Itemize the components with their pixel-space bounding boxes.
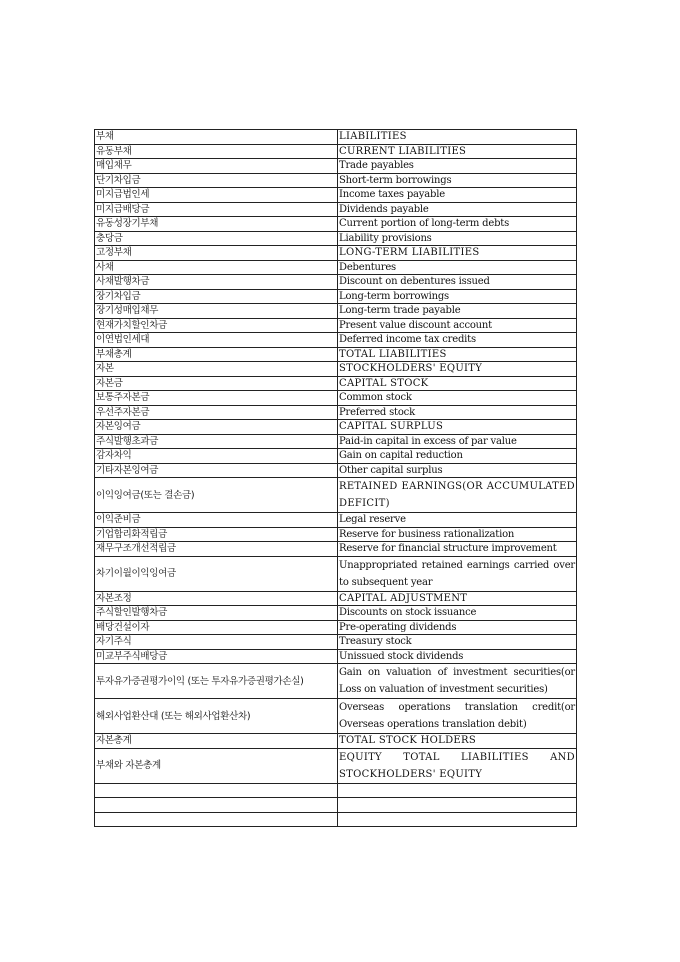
- table-row: [95, 606, 577, 621]
- korean-term-cell: 이익준비금: [95, 513, 338, 528]
- korean-term-cell: [95, 812, 338, 827]
- english-term-cell: Common stock: [338, 391, 577, 406]
- english-term-cell: Income taxes payable: [338, 188, 577, 203]
- table-row: [95, 217, 577, 232]
- blank-row: [95, 783, 577, 798]
- english-term-cell: TOTAL LIABILITIES: [338, 347, 577, 362]
- korean-term-cell: 미지급법인세: [95, 188, 338, 203]
- table-row: [95, 304, 577, 319]
- table-row: [95, 699, 577, 734]
- korean-term-cell: 미교부주식배당금: [95, 649, 338, 664]
- table-row: [95, 591, 577, 606]
- korean-term-cell: 유동부채: [95, 144, 338, 159]
- korean-term-cell: 재무구조개선적립금: [95, 542, 338, 557]
- korean-term-cell: 해외사업환산대 (또는 해외사업환산차): [95, 699, 338, 734]
- english-term-cell: CAPITAL STOCK: [338, 376, 577, 391]
- korean-term-cell: 자본잉여금: [95, 420, 338, 435]
- english-term-cell: Unappropriated retained earnings carried over to subsequent year: [338, 556, 577, 591]
- english-term-cell: Discount on debentures issued: [338, 275, 577, 290]
- table-row: [95, 542, 577, 557]
- english-term-cell: Gain on capital reduction: [338, 449, 577, 464]
- english-term-cell: Trade payables: [338, 159, 577, 174]
- table-row: [95, 620, 577, 635]
- english-term-cell: [338, 798, 577, 813]
- english-term-cell: STOCKHOLDERS' EQUITY: [338, 362, 577, 377]
- english-term-cell: CAPITAL SURPLUS: [338, 420, 577, 435]
- korean-term-cell: [95, 783, 338, 798]
- english-term-cell: Reserve for business rationalization: [338, 527, 577, 542]
- korean-term-cell: 장기차입금: [95, 289, 338, 304]
- table-row: [95, 333, 577, 348]
- table-row: [95, 556, 577, 591]
- korean-term-cell: 우선주자본금: [95, 405, 338, 420]
- english-term-cell: Deferred income tax credits: [338, 333, 577, 348]
- korean-term-cell: 단기차입금: [95, 173, 338, 188]
- english-term-cell: Liability provisions: [338, 231, 577, 246]
- korean-term-cell: 기업합리화적립금: [95, 527, 338, 542]
- korean-term-cell: 부채: [95, 130, 338, 145]
- glossary-sheet: [94, 129, 577, 827]
- korean-term-cell: 이연법인세대: [95, 333, 338, 348]
- english-term-cell: Overseas operations translation credit(or Overseas operations translation debit): [338, 699, 577, 734]
- korean-term-cell: 자본조정: [95, 591, 338, 606]
- english-term-cell: EQUITY TOTAL LIABILITIES AND STOCKHOLDERS' EQUITY: [338, 748, 577, 783]
- korean-term-cell: 자본총계: [95, 734, 338, 749]
- korean-term-cell: 자본금: [95, 376, 338, 391]
- english-term-cell: [338, 783, 577, 798]
- table-row: [95, 391, 577, 406]
- korean-term-cell: 주식할인발행차금: [95, 606, 338, 621]
- table-row: [95, 231, 577, 246]
- english-term-cell: Reserve for financial structure improvement: [338, 542, 577, 557]
- korean-term-cell: 배당건설이자: [95, 620, 338, 635]
- english-term-cell: CURRENT LIABILITIES: [338, 144, 577, 159]
- english-term-cell: Other capital surplus: [338, 463, 577, 478]
- table-row: [95, 734, 577, 749]
- table-row: [95, 463, 577, 478]
- table-row: [95, 318, 577, 333]
- english-term-cell: Gain on valuation of investment securities(or Loss on valuation of investment securities): [338, 664, 577, 699]
- table-row: [95, 260, 577, 275]
- korean-term-cell: 부채와 자본총계: [95, 748, 338, 783]
- blank-row: [95, 798, 577, 813]
- table-row: [95, 275, 577, 290]
- korean-term-cell: 장기성매입채무: [95, 304, 338, 319]
- table-row: [95, 246, 577, 261]
- english-term-cell: Long-term borrowings: [338, 289, 577, 304]
- english-term-cell: Current portion of long-term debts: [338, 217, 577, 232]
- table-row: [95, 347, 577, 362]
- table-row: [95, 362, 577, 377]
- english-term-cell: Paid-in capital in excess of par value: [338, 434, 577, 449]
- english-term-cell: LONG-TERM LIABILITIES: [338, 246, 577, 261]
- english-term-cell: Debentures: [338, 260, 577, 275]
- korean-term-cell: 현재가치할인차금: [95, 318, 338, 333]
- korean-term-cell: 고정부채: [95, 246, 338, 261]
- table-row: [95, 405, 577, 420]
- english-term-cell: CAPITAL ADJUSTMENT: [338, 591, 577, 606]
- korean-term-cell: 사채발행차금: [95, 275, 338, 290]
- table-row: [95, 748, 577, 783]
- korean-term-cell: 기타자본잉여금: [95, 463, 338, 478]
- english-term-cell: Discounts on stock issuance: [338, 606, 577, 621]
- table-row: [95, 478, 577, 513]
- glossary-table: [94, 129, 577, 827]
- table-row: [95, 202, 577, 217]
- korean-term-cell: 사채: [95, 260, 338, 275]
- korean-term-cell: [95, 798, 338, 813]
- korean-term-cell: 미지급배당금: [95, 202, 338, 217]
- english-term-cell: TOTAL STOCK HOLDERS: [338, 734, 577, 749]
- table-row: [95, 420, 577, 435]
- korean-term-cell: 부채총계: [95, 347, 338, 362]
- korean-term-cell: 주식발행초과금: [95, 434, 338, 449]
- english-term-cell: LIABILITIES: [338, 130, 577, 145]
- english-term-cell: Treasury stock: [338, 635, 577, 650]
- table-row: [95, 649, 577, 664]
- table-row: [95, 144, 577, 159]
- table-row: [95, 188, 577, 203]
- english-term-cell: RETAINED EARNINGS(OR ACCUMULATED DEFICIT): [338, 478, 577, 513]
- english-term-cell: Present value discount account: [338, 318, 577, 333]
- table-row: [95, 664, 577, 699]
- blank-row: [95, 812, 577, 827]
- table-row: [95, 173, 577, 188]
- korean-term-cell: 자본: [95, 362, 338, 377]
- korean-term-cell: 자기주식: [95, 635, 338, 650]
- table-row: [95, 130, 577, 145]
- korean-term-cell: 이익잉여금(또는 결손금): [95, 478, 338, 513]
- table-row: [95, 159, 577, 174]
- glossary-body: [95, 130, 577, 827]
- korean-term-cell: 차기이월이익잉여금: [95, 556, 338, 591]
- english-term-cell: Unissued stock dividends: [338, 649, 577, 664]
- table-row: [95, 449, 577, 464]
- korean-term-cell: 감자차익: [95, 449, 338, 464]
- korean-term-cell: 투자유가증권평가이익 (또는 투자유가증권평가손실): [95, 664, 338, 699]
- english-term-cell: Preferred stock: [338, 405, 577, 420]
- korean-term-cell: 보통주자본금: [95, 391, 338, 406]
- english-term-cell: [338, 812, 577, 827]
- korean-term-cell: 유동성장기부채: [95, 217, 338, 232]
- english-term-cell: Long-term trade payable: [338, 304, 577, 319]
- english-term-cell: Short-term borrowings: [338, 173, 577, 188]
- english-term-cell: Pre-operating dividends: [338, 620, 577, 635]
- korean-term-cell: 충당금: [95, 231, 338, 246]
- table-row: [95, 434, 577, 449]
- english-term-cell: Legal reserve: [338, 513, 577, 528]
- table-row: [95, 527, 577, 542]
- table-row: [95, 289, 577, 304]
- table-row: [95, 635, 577, 650]
- table-row: [95, 513, 577, 528]
- english-term-cell: Dividends payable: [338, 202, 577, 217]
- korean-term-cell: 매입채무: [95, 159, 338, 174]
- table-row: [95, 376, 577, 391]
